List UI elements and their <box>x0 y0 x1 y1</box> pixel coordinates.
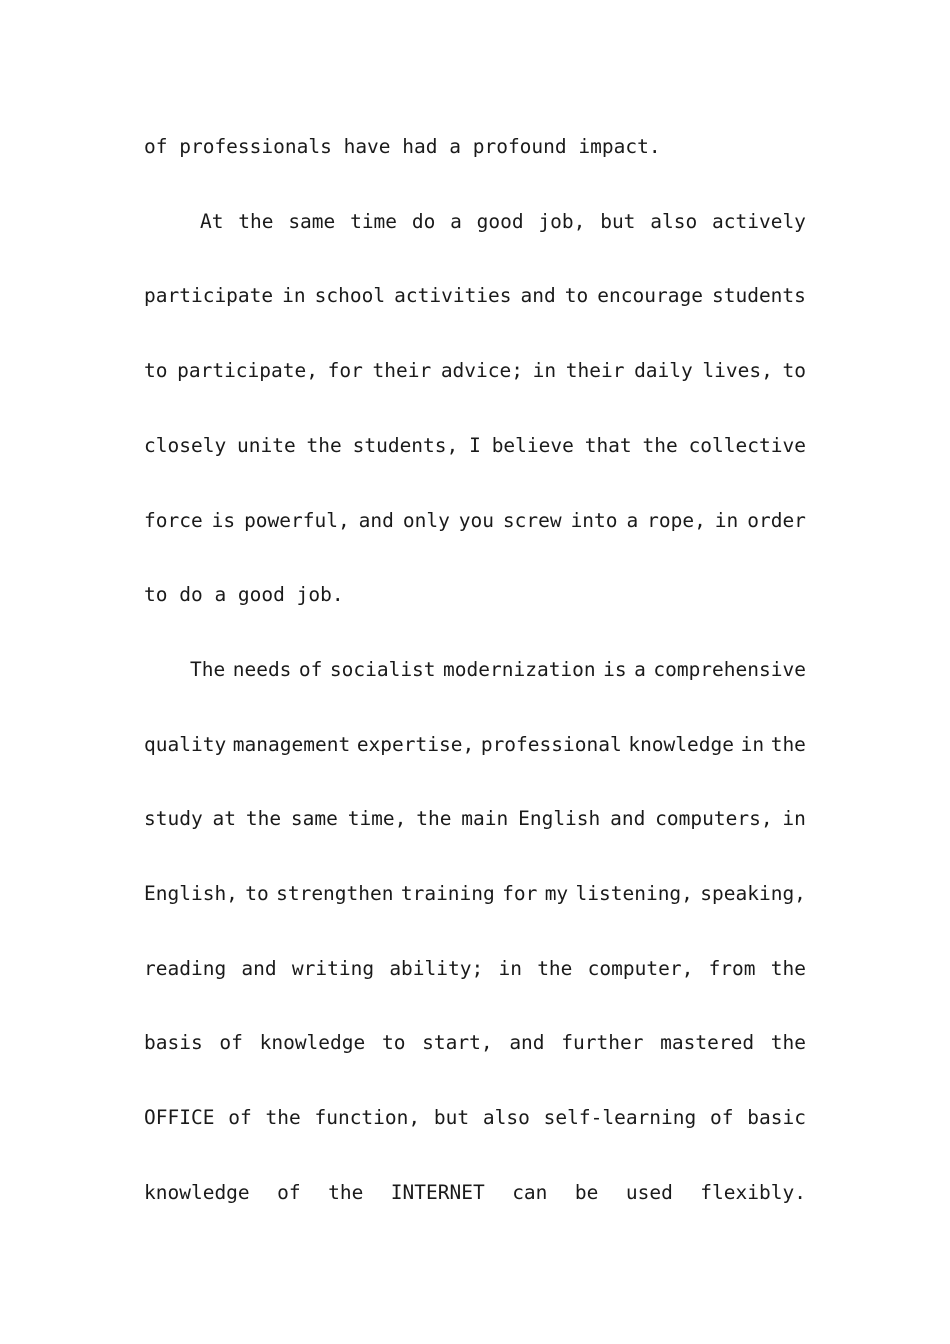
word: participate, <box>177 359 318 383</box>
word: to <box>782 359 806 383</box>
word: training <box>400 882 495 905</box>
word: to <box>564 284 589 308</box>
word: of <box>710 1106 734 1130</box>
word: knowledge <box>628 732 734 756</box>
text-line <box>144 1098 806 1138</box>
word: be <box>574 1180 599 1204</box>
word: in <box>714 508 739 532</box>
word: rope, <box>647 508 706 532</box>
word: that <box>584 433 632 457</box>
word: at <box>212 807 237 831</box>
word: force <box>144 508 203 532</box>
word: is <box>211 508 236 532</box>
word: a <box>634 657 646 681</box>
word: also <box>482 1106 530 1130</box>
word: used <box>625 1180 673 1204</box>
word: strengthen <box>276 882 394 905</box>
word: their <box>565 359 625 383</box>
word: in <box>740 732 765 756</box>
word: The <box>190 657 226 681</box>
word: computer, <box>587 956 694 980</box>
text-line <box>144 501 806 541</box>
word: from <box>708 956 756 980</box>
word: self-learning <box>543 1106 697 1130</box>
word: a <box>626 508 639 532</box>
word: and <box>358 508 394 532</box>
word: for <box>327 359 363 383</box>
word: flexibly. <box>700 1180 806 1204</box>
word: mastered <box>660 1031 755 1055</box>
word: INTERNET <box>390 1180 485 1204</box>
word: to <box>144 359 168 383</box>
text-line: to do a good job. <box>144 583 344 607</box>
text-line <box>144 799 806 839</box>
word: daily <box>634 359 693 383</box>
word: is <box>603 657 627 681</box>
word: students <box>711 284 806 308</box>
word: believe <box>491 433 574 457</box>
word: At <box>200 209 224 233</box>
word: time, <box>347 807 407 831</box>
word: you <box>458 508 494 532</box>
word: encourage <box>597 284 703 308</box>
word: listening, <box>575 882 693 905</box>
word: the <box>770 956 806 980</box>
word: further <box>561 1031 644 1055</box>
word: and <box>610 807 646 831</box>
word: of <box>219 1031 243 1055</box>
word: activities <box>394 284 512 308</box>
word: the <box>245 807 282 831</box>
word: of <box>298 657 323 681</box>
word: of <box>277 1180 301 1204</box>
word: job, <box>538 209 586 233</box>
word: socialist <box>329 657 436 681</box>
word: comprehensive <box>653 657 806 681</box>
word: closely <box>144 433 227 457</box>
word: professional <box>480 732 622 756</box>
text-line <box>144 426 806 466</box>
word: but <box>433 1106 470 1130</box>
word: in <box>782 807 806 831</box>
word: modernization <box>443 657 596 681</box>
word: the <box>770 732 806 756</box>
word: the <box>770 1031 806 1055</box>
word: unite <box>237 433 296 457</box>
text-line <box>144 725 806 765</box>
word: a <box>450 209 462 233</box>
word: but <box>600 209 636 233</box>
word: and <box>241 956 277 980</box>
word: management <box>232 732 351 756</box>
word: reading <box>144 956 227 980</box>
word: OFFICE <box>144 1106 215 1130</box>
text-line <box>144 874 806 914</box>
word: and <box>520 284 556 308</box>
word: study <box>144 807 203 831</box>
word: school <box>314 284 386 308</box>
text-line <box>144 1173 806 1213</box>
word: the <box>416 807 452 831</box>
word: same <box>288 209 336 233</box>
text-line <box>144 949 806 989</box>
word: collective <box>688 433 806 457</box>
word: to <box>245 882 269 905</box>
word: powerful, <box>244 508 350 532</box>
word: computers, <box>655 807 773 831</box>
word: participate <box>144 284 274 308</box>
text-line <box>144 276 806 316</box>
word: same <box>290 807 338 831</box>
word: also <box>650 209 698 233</box>
word: students, <box>352 433 459 457</box>
word: main <box>461 807 509 831</box>
word: the <box>328 1180 364 1204</box>
word: lives, <box>702 359 773 383</box>
paragraph-first-line <box>200 202 806 242</box>
word: the <box>306 433 342 457</box>
word: my <box>544 882 569 905</box>
word: in <box>498 956 522 980</box>
word: do <box>411 209 436 233</box>
word: I <box>469 433 481 457</box>
text-line <box>144 1023 806 1063</box>
word: function, <box>314 1106 421 1130</box>
word: basis <box>144 1031 203 1055</box>
word: in <box>532 359 557 383</box>
word: speaking, <box>700 882 806 905</box>
word: screw <box>502 508 562 532</box>
word: writing <box>291 956 375 980</box>
word: of <box>228 1106 252 1130</box>
word: the <box>265 1106 301 1130</box>
word: English, <box>144 882 238 905</box>
word: good <box>476 209 524 233</box>
word: start, <box>422 1031 493 1055</box>
word: the <box>537 956 573 980</box>
word: for <box>502 882 538 905</box>
word: and <box>509 1031 545 1055</box>
word: ability; <box>389 956 484 980</box>
paragraph-first-line <box>190 650 806 690</box>
word: advice; <box>440 359 523 383</box>
word: their <box>372 359 432 383</box>
word: in <box>282 284 306 308</box>
word: knowledge <box>144 1180 250 1204</box>
word: expertise, <box>356 732 475 756</box>
word: to <box>381 1031 406 1055</box>
word: the <box>238 209 274 233</box>
text-line <box>144 351 806 391</box>
word: into <box>570 508 618 532</box>
word: time <box>350 209 398 233</box>
word: knowledge <box>259 1031 366 1055</box>
word: actively <box>712 209 806 233</box>
word: English <box>518 807 601 831</box>
text-line: of professionals have had a profound impact. <box>144 135 661 158</box>
word: the <box>642 433 678 457</box>
word: basic <box>747 1106 806 1130</box>
word: quality <box>144 732 227 756</box>
word: needs <box>232 657 292 681</box>
word: only <box>402 508 450 532</box>
word: can <box>512 1180 548 1204</box>
word: order <box>747 508 806 532</box>
